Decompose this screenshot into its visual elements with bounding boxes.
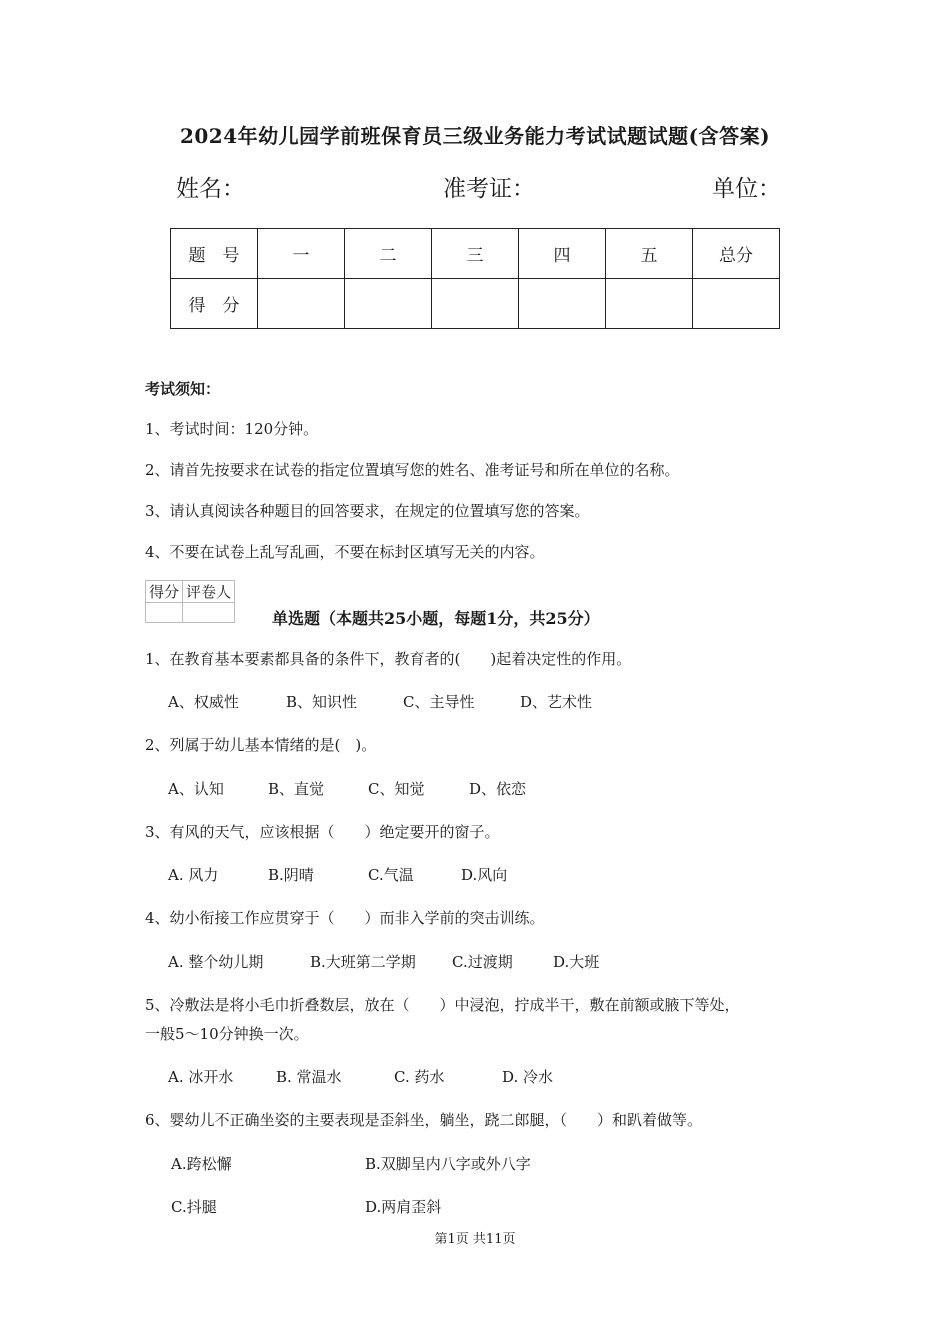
page-footer: 第1页 共11页 bbox=[434, 1232, 516, 1247]
score-cell[interactable] bbox=[693, 279, 780, 329]
unit-label: 单位： bbox=[712, 176, 781, 202]
score-cell[interactable] bbox=[519, 279, 606, 329]
score-header-cell: 题 号 bbox=[171, 229, 258, 279]
option[interactable]: C、主导性 bbox=[403, 693, 475, 711]
question-text: 3、有风的天气，应该根据（ ）绝定要开的窗子。 bbox=[145, 823, 500, 841]
score-table bbox=[170, 228, 780, 329]
exam-number-label: 准考证： bbox=[443, 176, 535, 202]
option[interactable]: D.大班 bbox=[553, 953, 600, 971]
option[interactable]: A.跨松懈 bbox=[171, 1155, 232, 1173]
grader-score-cell[interactable] bbox=[146, 603, 183, 623]
question-text-continued: 一般5～10分钟换一次。 bbox=[145, 1025, 309, 1043]
grader-name-label: 评卷人 bbox=[183, 581, 235, 603]
option[interactable]: A. 冰开水 bbox=[168, 1068, 234, 1086]
option[interactable]: C.气温 bbox=[368, 866, 414, 884]
score-cell[interactable] bbox=[258, 279, 345, 329]
option[interactable]: A、权威性 bbox=[168, 693, 239, 711]
question-text: 5、冷敷法是将小毛巾折叠数层，放在（ ）中浸泡，拧成半干，敷在前额或腋下等处， bbox=[145, 996, 740, 1014]
option[interactable]: C. 药水 bbox=[394, 1068, 445, 1086]
grader-box bbox=[145, 580, 235, 623]
notice-item: 4、不要在试卷上乱写乱画，不要在标封区填写无关的内容。 bbox=[145, 543, 545, 561]
score-cell[interactable] bbox=[606, 279, 693, 329]
score-table-score-row bbox=[171, 279, 780, 329]
option[interactable]: A. 风力 bbox=[168, 866, 219, 884]
option[interactable]: C.过渡期 bbox=[452, 953, 513, 971]
option[interactable]: C、知觉 bbox=[368, 780, 425, 798]
notice-item: 3、请认真阅读各种题目的回答要求，在规定的位置填写您的答案。 bbox=[145, 502, 590, 520]
score-header-cell: 一 bbox=[258, 229, 345, 279]
question-text: 6、婴幼儿不正确坐姿的主要表现是歪斜坐，躺坐，跷二郎腿，（ ）和趴着做等。 bbox=[145, 1111, 703, 1129]
option[interactable]: B、知识性 bbox=[286, 693, 358, 711]
score-header-cell: 总分 bbox=[693, 229, 780, 279]
option[interactable]: B.双脚呈内八字或外八字 bbox=[365, 1155, 531, 1173]
score-header-cell: 四 bbox=[519, 229, 606, 279]
option[interactable]: D. 冷水 bbox=[502, 1068, 554, 1086]
question-text: 4、幼小衔接工作应贯穿于（ ）而非入学前的突击训练。 bbox=[145, 909, 545, 927]
score-cell[interactable] bbox=[432, 279, 519, 329]
option[interactable]: B. 常温水 bbox=[276, 1068, 342, 1086]
notice-heading: 考试须知： bbox=[145, 380, 221, 398]
page-title: 2024年幼儿园学前班保育员三级业务能力考试试题试题(含答案) bbox=[179, 124, 771, 148]
score-header-cell: 五 bbox=[606, 229, 693, 279]
score-cell[interactable] bbox=[345, 279, 432, 329]
notice-item: 2、请首先按要求在试卷的指定位置填写您的姓名、准考证号和所在单位的名称。 bbox=[145, 461, 680, 479]
section-heading: 单选题（本题共25小题，每题1分，共25分） bbox=[272, 609, 600, 628]
option[interactable]: A. 整个幼儿期 bbox=[168, 953, 264, 971]
grader-name-cell[interactable] bbox=[183, 603, 235, 623]
score-row-label: 得 分 bbox=[171, 279, 258, 329]
score-table-header-row bbox=[171, 229, 780, 279]
option[interactable]: C.抖腿 bbox=[171, 1198, 217, 1216]
name-label: 姓名： bbox=[176, 176, 245, 202]
option[interactable]: B.阴晴 bbox=[268, 866, 314, 884]
question-text: 1、在教育基本要素都具备的条件下，教育者的( )起着决定性的作用。 bbox=[145, 650, 632, 668]
option[interactable]: B、直觉 bbox=[268, 780, 325, 798]
option[interactable]: A、认知 bbox=[168, 780, 224, 798]
grader-score-label: 得分 bbox=[146, 581, 183, 603]
option[interactable]: D、艺术性 bbox=[520, 693, 593, 711]
score-header-cell: 三 bbox=[432, 229, 519, 279]
option[interactable]: D、依恋 bbox=[469, 780, 527, 798]
question-text: 2、列属于幼儿基本情绪的是( )。 bbox=[145, 736, 377, 754]
option[interactable]: B.大班第二学期 bbox=[310, 953, 416, 971]
option[interactable]: D.风向 bbox=[461, 866, 508, 884]
option[interactable]: D.两肩歪斜 bbox=[365, 1198, 442, 1216]
score-header-cell: 二 bbox=[345, 229, 432, 279]
notice-item: 1、考试时间：120分钟。 bbox=[145, 420, 319, 438]
